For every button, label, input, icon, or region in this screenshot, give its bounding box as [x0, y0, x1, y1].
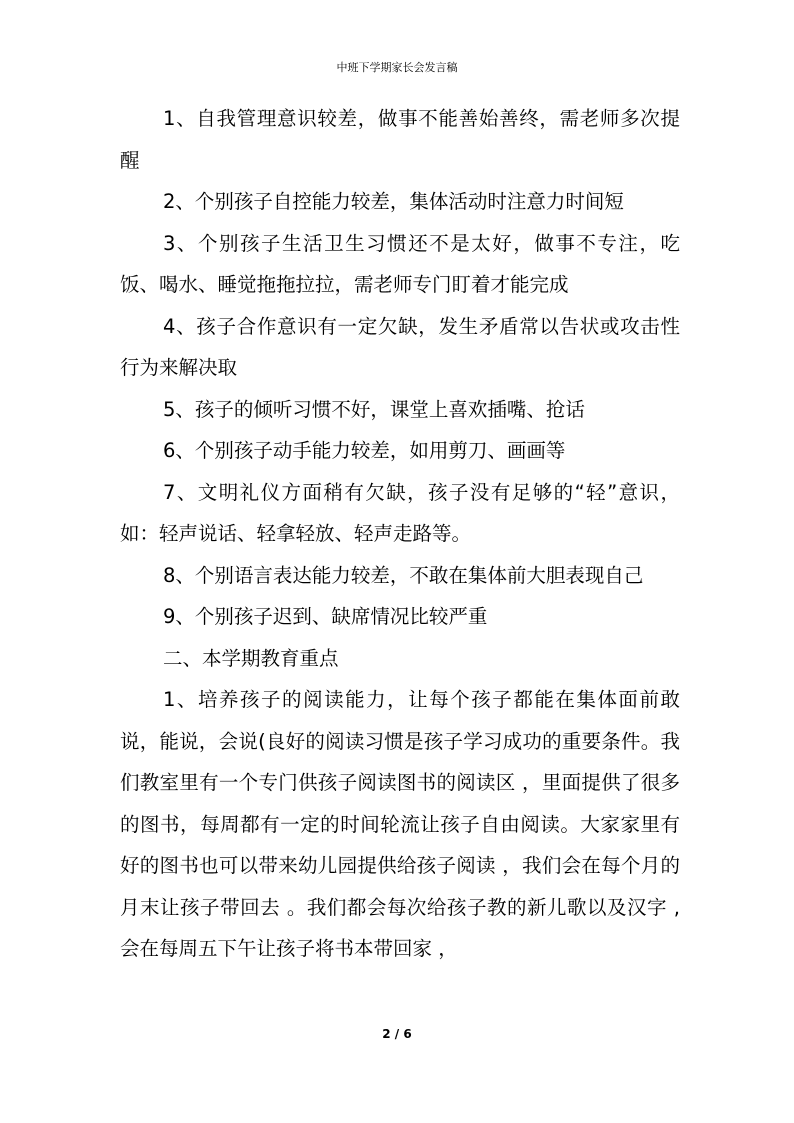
paragraph: 9、个别孩子迟到、缺席情况比较严重: [163, 605, 488, 628]
paragraph: 2、个别孩子自控能力较差，集体活动时注意力时间短: [163, 190, 624, 213]
paragraph: 1、自我管理意识较差，做事不能善始善终，需老师多次提醒: [120, 107, 680, 172]
section-heading: 二、本学期教育重点: [163, 646, 339, 670]
page-number: 2 / 6: [382, 1027, 412, 1041]
paragraph: 1、培养孩子的阅读能力，让每个孩子都能在集体面前敢说，能说，会说(良好的阅读习惯是孩子学习成功的重要条件。我们教室里有一个专门供孩子阅读图书的阅读区 ，里面提供了很多的图书，每周都有一定的时间轮流让孩子自由阅读。大家家里有好的图书也可以带来幼儿园提供给孩子阅读 ，我们会在每个月的月末让孩子带回去 。我们都会每次给孩子教的新儿歌以及汉字 ,会在每周五下午让孩子将书本带回家 ，: [120, 688, 680, 960]
paragraph: 7、文明礼仪方面稍有欠缺，孩子没有足够的“轻”意识，如：轻声说话、轻拿轻放、轻声走路等。: [120, 480, 680, 545]
paragraph: 5、孩子的倾听习惯不好，课堂上喜欢插嘴、抢话: [163, 397, 585, 421]
paragraph: 8、个别语言表达能力较差，不敢在集体前大胆表现自己: [163, 563, 644, 587]
paragraph: 6、个别孩子动手能力较差，如用剪刀、画画等: [163, 439, 566, 462]
paragraph: 3、个别孩子生活卫生习惯还不是太好，做事不专注，吃饭、喝水、睡觉拖拖拉拉，需老师专门盯着才能完成: [120, 231, 680, 296]
paragraph: 4、孩子合作意识有一定欠缺，发生矛盾常以告状或攻击性行为来解决取: [120, 314, 680, 379]
page-header: 中班下学期家长会发言稿: [336, 61, 458, 74]
document-body: [120, 98, 680, 970]
